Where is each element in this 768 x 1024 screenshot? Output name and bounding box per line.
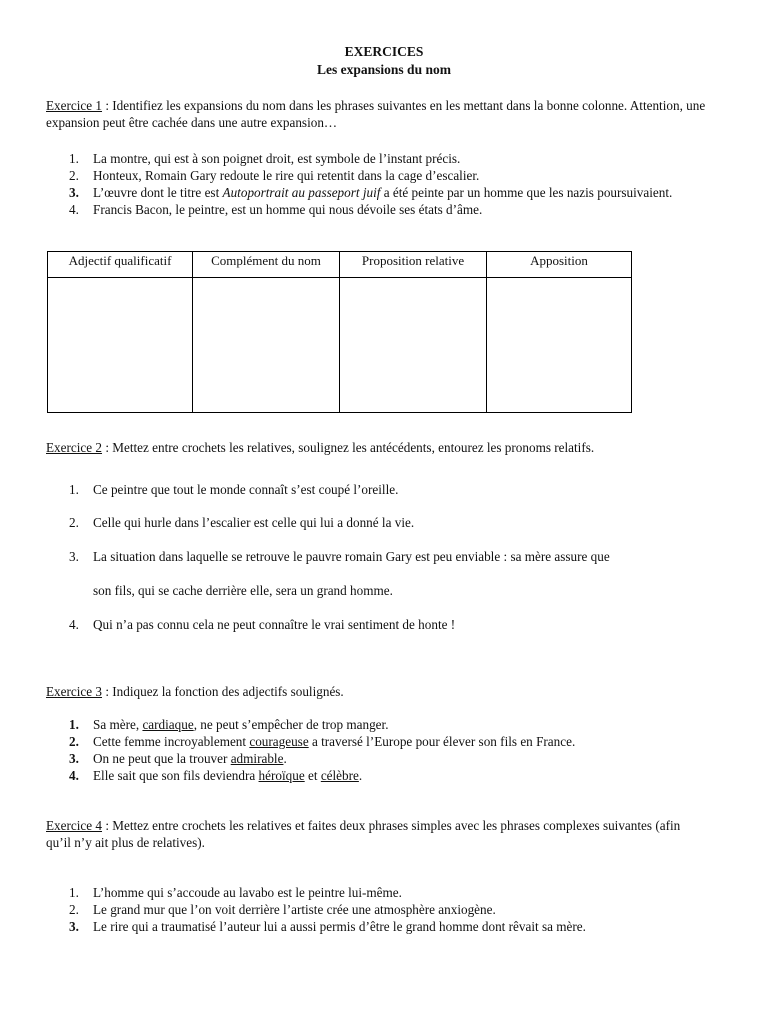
column-header: Apposition — [487, 252, 632, 278]
exercise-1-list — [69, 150, 708, 218]
list-item: 4. Elle sait que son fils deviendra héroïque et célèbre. — [69, 768, 363, 783]
table-row — [48, 278, 632, 413]
exercise-2-label: Exercice 2 — [46, 440, 103, 455]
list-item: 3. On ne peut que la trouver admirable. — [69, 751, 287, 766]
list-item: 2. Honteux, Romain Gary redoute le rire qui retentit dans la cage d’escalier. — [69, 168, 480, 183]
exercise-2-list — [69, 481, 708, 633]
list-item: 2. Cette femme incroyablement courageuse a traversé l’Europe pour élever son fils en France. — [69, 734, 576, 749]
table-header-row — [48, 252, 632, 278]
list-item-continuation: son fils, qui se cache derrière elle, sera un grand homme. — [93, 583, 393, 598]
exercise-3-instructions: Exercice 3 : Indiquez la fonction des adjectifs soulignés. — [46, 684, 344, 699]
exercise-3-label: Exercice 3 — [46, 684, 103, 699]
list-item: 1. Ce peintre que tout le monde connaît s’est coupé l’oreille. — [69, 482, 399, 497]
list-item: 4. Francis Bacon, le peintre, est un homme qui nous dévoile ses états d’âme. — [69, 202, 483, 217]
list-item: 1. L’homme qui s’accoude au lavabo est le peintre lui-même. — [69, 885, 402, 900]
exercise-4-instructions: Exercice 4 : Mettez entre crochets les relatives et faites deux phrases simples avec les phrases complexes suivantes (afin qu’il n’y ait plus de relatives). — [46, 818, 681, 850]
answer-cell[interactable] — [48, 278, 193, 413]
answer-cell[interactable] — [487, 278, 632, 413]
list-item: 3. Le rire qui a traumatisé l’auteur lui a aussi permis d’être le grand homme dont rêvait sa mère. — [69, 919, 586, 934]
list-item: 2. Le grand mur que l’on voit derrière l’artiste crée une atmosphère anxiogène. — [69, 902, 496, 917]
answer-cell[interactable] — [340, 278, 487, 413]
list-item: 4. Qui n’a pas connu cela ne peut connaître le vrai sentiment de honte ! — [69, 617, 456, 632]
answer-cell[interactable] — [193, 278, 340, 413]
list-item: 1. La montre, qui est à son poignet droit, est symbole de l’instant précis. — [69, 151, 461, 166]
list-item: 2. Celle qui hurle dans l’escalier est celle qui lui a donné la vie. — [69, 515, 415, 530]
column-header: Proposition relative — [340, 252, 487, 278]
list-item: 1. Sa mère, cardiaque, ne peut s’empêcher de trop manger. — [69, 717, 389, 732]
exercise-4-list — [69, 884, 708, 935]
page-title: EXERCICES — [344, 44, 424, 59]
column-header: Complément du nom — [193, 252, 340, 278]
exercise-1-instructions: Exercice 1 : Identifiez les expansions du nom dans les phrases suivantes en les mettant dans la bonne colonne. Attention, une expansion peut être cachée dans une autre expansion… — [46, 98, 706, 130]
column-header: Adjectif qualificatif — [48, 252, 193, 278]
page-subtitle: Les expansions du nom — [317, 62, 451, 77]
answer-table — [47, 251, 632, 413]
list-item: 3. L’œuvre dont le titre est Autoportrait au passeport juif a été peinte par un homme que les nazis poursuivaient. — [69, 185, 673, 200]
exercise-1-label: Exercice 1 — [46, 98, 103, 113]
exercise-3-list — [69, 716, 708, 784]
exercise-4-label: Exercice 4 — [46, 818, 103, 833]
exercise-2-instructions: Exercice 2 : Mettez entre crochets les relatives, soulignez les antécédents, entourez les pronoms relatifs. — [46, 440, 595, 455]
list-item: 3. La situation dans laquelle se retrouve le pauvre romain Gary est peu enviable : sa mère assure que — [69, 549, 610, 564]
